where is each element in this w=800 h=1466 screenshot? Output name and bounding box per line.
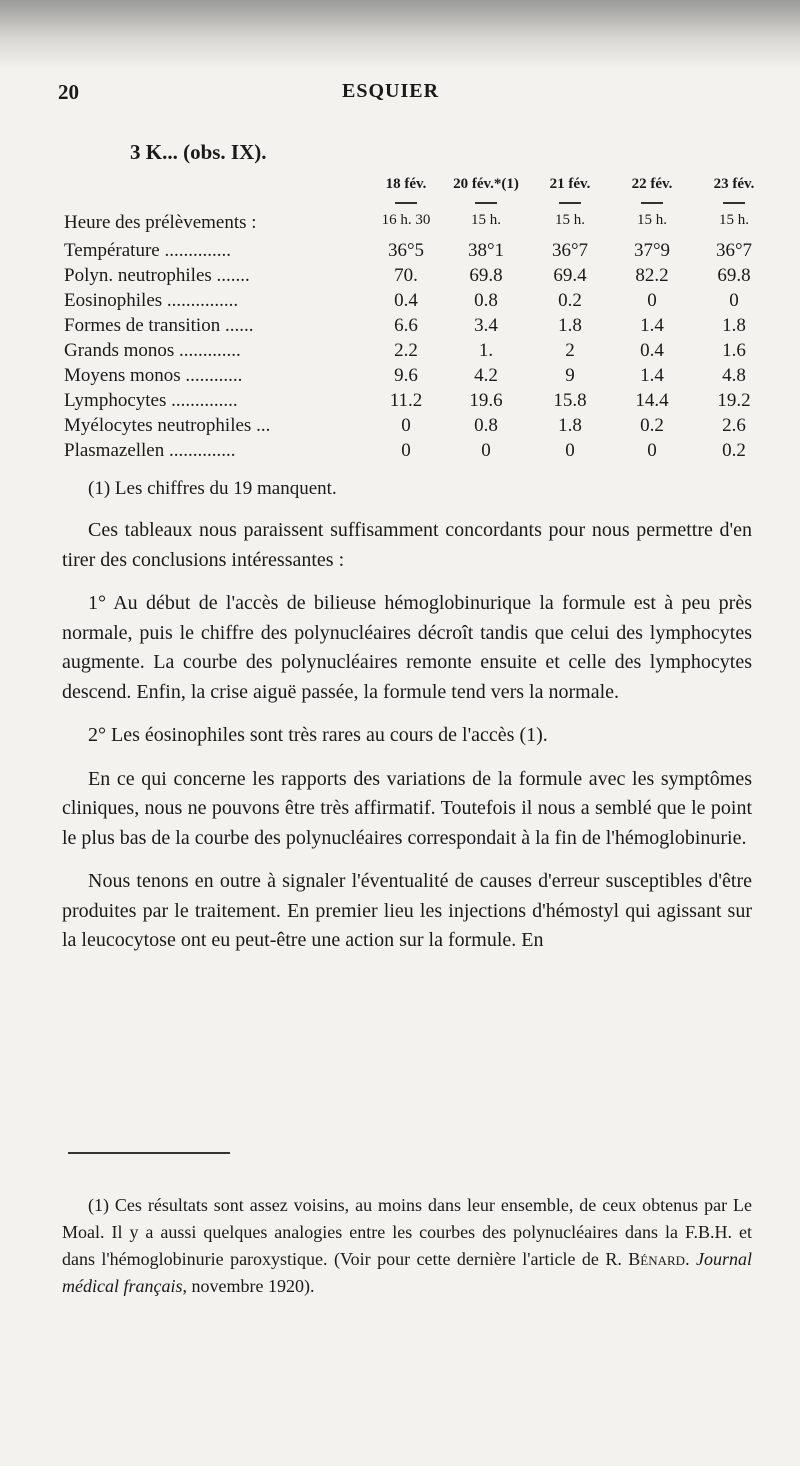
cell: 15 h. [637, 212, 667, 228]
body-text [62, 516, 752, 970]
cell: 11.2 [389, 390, 423, 411]
paragraph: 2° Les éosinophiles sont très rares au cours de l'accès (1). [88, 724, 548, 746]
table-row [64, 340, 784, 366]
row-label: Polyn. neutrophiles ....... [64, 265, 250, 286]
row-label: Moyens monos ............ [64, 365, 243, 386]
cell: 6.6 [394, 315, 418, 336]
paragraph: 1° Au début de l'accès de bilieuse hémoglobinurique la formule est à peu près normale, puis le chiffre des polynucléaires décroît tandis que celui des lymphocytes augmente. La courbe des polynucléaires remonte ensuite et celle des lymphocytes descend. Enfin, la crise aiguë passée, la formule tend vers la normale. [62, 592, 752, 703]
column-rule [641, 202, 663, 204]
table-note: (1) Les chiffres du 19 manquent. [88, 478, 337, 499]
cell: 15 h. [719, 212, 749, 228]
date-header: 22 fév. [631, 176, 673, 192]
date-header: 18 fév. [385, 176, 427, 192]
column-rule [475, 202, 497, 204]
row-label: Eosinophiles ............... [64, 290, 239, 311]
row-label: Heure des prélèvements : [64, 212, 257, 233]
cell: 2 [565, 340, 575, 361]
cell: 0 [401, 415, 411, 436]
row-label: Plasmazellen .............. [64, 440, 236, 461]
cell: 15 h. [555, 212, 585, 228]
cell: 14.4 [635, 390, 669, 411]
table-date-headers [0, 176, 800, 200]
cell: 37°9 [633, 240, 671, 261]
cell: 0 [481, 440, 491, 461]
table-row [64, 290, 784, 316]
row-label: Lymphocytes .............. [64, 390, 238, 411]
cell: 19.6 [469, 390, 503, 411]
cell: 1. [478, 340, 494, 361]
row-label: Grands monos ............. [64, 340, 241, 361]
cell: 4.2 [474, 365, 498, 386]
row-label: Myélocytes neutrophiles ... [64, 415, 271, 436]
cell: 4.8 [722, 365, 746, 386]
cell: 1.6 [722, 340, 746, 361]
row-label: Formes de transition ...... [64, 315, 254, 336]
footnote-text: (1) Ces résultats sont assez voisins, au moins dans leur ensemble, de ceux obtenus par Le Moal. Il y a aussi quelques analogies entre les courbes des polynucléaires dans la F.B.H. et dans l'hémoglobinurie paroxystique. (Voir pour cette dernière l'article de R. Bénard. Journal médical français, novembre 1920). [62, 1195, 753, 1296]
cell: 1.4 [640, 365, 664, 386]
footnote-text-part: (1) Ces résultats sont assez voisins, au moins dans leur ensemble, de ceux obtenus par Le Moal. Il y a aussi quelques analogies entre les courbes des polynucléaires dans la F.B.H. et dans l'hémoglobinurie paroxystique. (Voir pour cette dernière l'article de R. [62, 1195, 752, 1269]
cell: 9.6 [394, 365, 418, 386]
cell: 1.8 [722, 315, 746, 336]
cell: 0 [565, 440, 575, 461]
page-header [58, 80, 758, 110]
cell: 0 [729, 290, 739, 311]
cell: 16 h. 30 [381, 212, 431, 228]
table-row [64, 440, 784, 466]
cell: 1.8 [558, 315, 582, 336]
cell: 1.4 [640, 315, 664, 336]
date-header: 21 fév. [549, 176, 591, 192]
cell: 36°7 [551, 240, 589, 261]
cell: 15.8 [553, 390, 587, 411]
table-row [64, 212, 784, 238]
cell: 0.2 [558, 290, 582, 311]
cell: 36°7 [715, 240, 753, 261]
cell: 36°5 [387, 240, 425, 261]
cell: 0.2 [640, 415, 664, 436]
footnote-text-end: , novembre 1920). [182, 1276, 315, 1296]
paragraph: En ce qui concerne les rapports des variations de la formule avec les symptômes cliniques, nous ne pouvons être très affirmatif. Toutefois il nous a semblé que le point le plus bas de la courbe des polynucléaires correspondait à la fin de l'hémoglobinurie. [62, 767, 752, 849]
footnote-separator [68, 1152, 230, 1154]
cell: 2.6 [722, 415, 746, 436]
table-row [64, 415, 784, 441]
running-title: ESQUIER [342, 80, 440, 102]
footnote-journal: Journal médical français [62, 1249, 753, 1296]
cell: 9 [565, 365, 575, 386]
cell: 0 [647, 440, 657, 461]
paragraph: Ces tableaux nous paraissent suffisamment concordants pour nous permettre d'en tirer des conclusions intéressantes : [62, 519, 752, 571]
row-label: Température .............. [64, 240, 231, 261]
paragraph: Nous tenons en outre à signaler l'éventualité de causes d'erreur susceptibles d'être produites par le traitement. En premier lieu les injections d'hémostyl qui agissant sur la leucocytose ont eu peut-être une action sur la formule. En [62, 870, 752, 951]
column-rule [395, 202, 417, 204]
cell: 70. [394, 265, 418, 286]
observation-label: 3 K... (obs. IX). [130, 140, 267, 164]
cell: 0.8 [474, 415, 498, 436]
column-rule [723, 202, 745, 204]
cell: 0.4 [640, 340, 664, 361]
table-row [64, 265, 784, 291]
table-row [64, 365, 784, 391]
cell: 3.4 [474, 315, 498, 336]
cell: 19.2 [717, 390, 751, 411]
table-row [64, 240, 784, 266]
cell: 1.8 [558, 415, 582, 436]
header-rule [64, 202, 784, 212]
column-rule [559, 202, 581, 204]
cell: 69.8 [469, 265, 503, 286]
cell: 38°1 [467, 240, 505, 261]
cell: 82.2 [635, 265, 669, 286]
cell: 0.2 [722, 440, 746, 461]
date-header: 23 fév. [713, 176, 755, 192]
footnote [62, 1192, 752, 1300]
cell: 2.2 [394, 340, 418, 361]
table-row [64, 315, 784, 341]
cell: 69.4 [553, 265, 587, 286]
cell: 15 h. [471, 212, 501, 228]
cell: 0.4 [394, 290, 418, 311]
cell: 69.8 [717, 265, 751, 286]
table-row [64, 390, 784, 416]
cell: 0 [401, 440, 411, 461]
date-header: 20 fév.*(1) [453, 176, 519, 192]
footnote-author: Bénard [628, 1249, 686, 1269]
page-number: 20 [58, 80, 79, 104]
cell: 0.8 [474, 290, 498, 311]
cell: 0 [647, 290, 657, 311]
